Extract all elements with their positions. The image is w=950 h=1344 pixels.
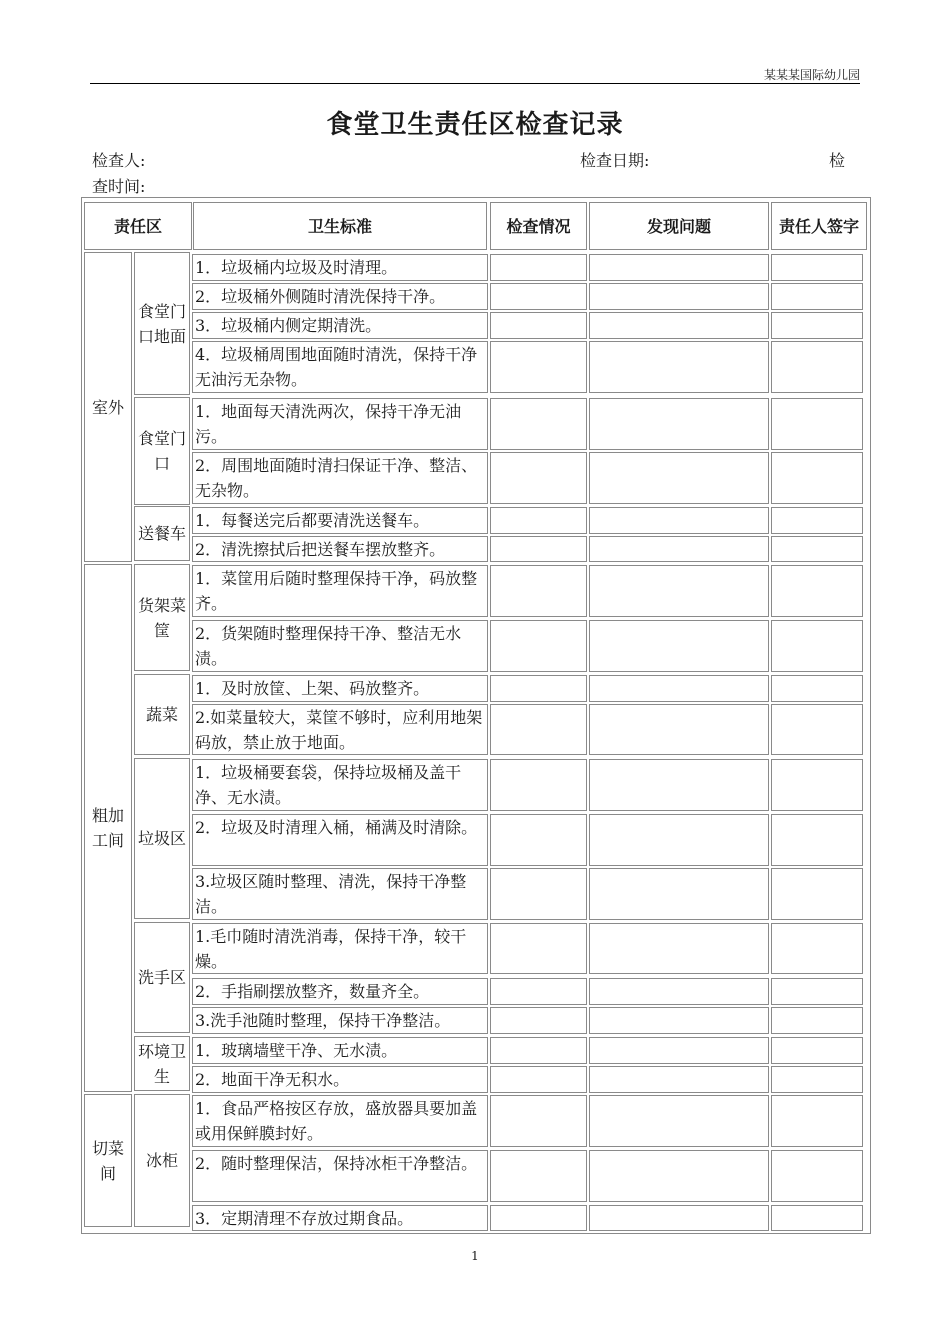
inspection-result-cell[interactable] bbox=[490, 341, 587, 393]
zone-label: 食堂门口地面 bbox=[134, 252, 190, 395]
inspection-result-cell[interactable] bbox=[490, 452, 587, 504]
problems-found-cell[interactable] bbox=[589, 254, 769, 281]
inspection-result-cell[interactable] bbox=[490, 620, 587, 672]
signature-cell[interactable] bbox=[771, 814, 863, 866]
inspection-result-cell[interactable] bbox=[490, 254, 587, 281]
standard-item: 2．周围地面随时清扫保证干净、整洁、无杂物。 bbox=[192, 452, 488, 504]
problems-found-cell[interactable] bbox=[589, 565, 769, 617]
signature-cell[interactable] bbox=[771, 620, 863, 672]
problems-found-cell[interactable] bbox=[589, 507, 769, 534]
standard-item: 1．玻璃墙壁干净、无水渍。 bbox=[192, 1037, 488, 1064]
problems-found-cell[interactable] bbox=[589, 675, 769, 702]
standard-item: 3．垃圾桶内侧定期清洗。 bbox=[192, 312, 488, 339]
problems-found-cell[interactable] bbox=[589, 759, 769, 811]
problems-found-cell[interactable] bbox=[589, 868, 769, 920]
standard-item: 4．垃圾桶周围地面随时清洗，保持干净无油污无杂物。 bbox=[192, 341, 488, 393]
zone-label: 货架菜筐 bbox=[134, 564, 190, 671]
inspection-time-label-part1: 检 bbox=[829, 151, 846, 170]
problems-found-cell[interactable] bbox=[589, 452, 769, 504]
inspection-result-cell[interactable] bbox=[490, 978, 587, 1005]
inspection-result-cell[interactable] bbox=[490, 283, 587, 310]
problems-found-cell[interactable] bbox=[589, 283, 769, 310]
standard-item: 1．菜筐用后随时整理保持干净，码放整齐。 bbox=[192, 565, 488, 617]
signature-cell[interactable] bbox=[771, 254, 863, 281]
problems-found-cell[interactable] bbox=[589, 814, 769, 866]
standard-item: 2．手指刷摆放整齐，数量齐全。 bbox=[192, 978, 488, 1005]
inspector-label: 检查人: bbox=[92, 151, 146, 170]
col-header-standard: 卫生标准 bbox=[193, 202, 487, 250]
inspection-result-cell[interactable] bbox=[490, 398, 587, 450]
inspection-result-cell[interactable] bbox=[490, 759, 587, 811]
standard-item: 2．随时整理保洁，保持冰柜干净整洁。 bbox=[192, 1150, 488, 1202]
signature-cell[interactable] bbox=[771, 1095, 863, 1147]
signature-cell[interactable] bbox=[771, 536, 863, 562]
standard-item: 1．及时放筐、上架、码放整齐。 bbox=[192, 675, 488, 702]
document-title: 食堂卫生责任区检查记录 bbox=[326, 110, 624, 140]
zone-label: 蔬菜 bbox=[134, 674, 190, 755]
inspection-result-cell[interactable] bbox=[490, 868, 587, 920]
problems-found-cell[interactable] bbox=[589, 312, 769, 339]
problems-found-cell[interactable] bbox=[589, 1205, 769, 1231]
standard-item: 3.洗手池随时整理，保持干净整洁。 bbox=[192, 1007, 488, 1034]
standard-item: 1．食品严格按区存放，盛放器具要加盖或用保鲜膜封好。 bbox=[192, 1095, 488, 1147]
inspection-date-label: 检查日期: bbox=[580, 151, 650, 170]
signature-cell[interactable] bbox=[771, 341, 863, 393]
zone-label: 食堂门口 bbox=[134, 397, 190, 505]
inspection-result-cell[interactable] bbox=[490, 704, 587, 755]
col-header-signature: 责任人签字 bbox=[771, 202, 867, 250]
signature-cell[interactable] bbox=[771, 675, 863, 702]
inspection-result-cell[interactable] bbox=[490, 814, 587, 866]
problems-found-cell[interactable] bbox=[589, 620, 769, 672]
problems-found-cell[interactable] bbox=[589, 341, 769, 393]
problems-found-cell[interactable] bbox=[589, 1150, 769, 1202]
signature-cell[interactable] bbox=[771, 1037, 863, 1064]
standard-item: 1．垃圾桶内垃圾及时清理。 bbox=[192, 254, 488, 281]
standard-item: 2．清洗擦拭后把送餐车摆放整齐。 bbox=[192, 536, 488, 562]
problems-found-cell[interactable] bbox=[589, 978, 769, 1005]
inspection-result-cell[interactable] bbox=[490, 536, 587, 562]
signature-cell[interactable] bbox=[771, 1205, 863, 1231]
inspection-result-cell[interactable] bbox=[490, 1007, 587, 1034]
organization-name: 某某某国际幼儿园 bbox=[763, 68, 860, 82]
signature-cell[interactable] bbox=[771, 452, 863, 504]
page-number: 1 bbox=[471, 1249, 479, 1263]
standard-item: 2．货架随时整理保持干净、整洁无水渍。 bbox=[192, 620, 488, 672]
inspection-result-cell[interactable] bbox=[490, 507, 587, 534]
zone-label: 洗手区 bbox=[134, 922, 190, 1033]
standard-item: 1.毛巾随时清洗消毒，保持干净，较干燥。 bbox=[192, 923, 488, 974]
inspection-time-label-part2: 查时间: bbox=[92, 177, 146, 196]
header-rule bbox=[90, 83, 860, 84]
signature-cell[interactable] bbox=[771, 1150, 863, 1202]
problems-found-cell[interactable] bbox=[589, 398, 769, 450]
signature-cell[interactable] bbox=[771, 1007, 863, 1034]
problems-found-cell[interactable] bbox=[589, 536, 769, 562]
problems-found-cell[interactable] bbox=[589, 1095, 769, 1147]
signature-cell[interactable] bbox=[771, 868, 863, 920]
standard-item: 3.垃圾区随时整理、清洗，保持干净整洁。 bbox=[192, 868, 488, 920]
area-label: 室外 bbox=[84, 252, 132, 562]
signature-cell[interactable] bbox=[771, 283, 863, 310]
signature-cell[interactable] bbox=[771, 507, 863, 534]
standard-item: 1．地面每天清洗两次，保持干净无油污。 bbox=[192, 398, 488, 450]
inspection-result-cell[interactable] bbox=[490, 1205, 587, 1231]
col-header-area: 责任区 bbox=[84, 202, 192, 250]
standard-item: 3．定期清理不存放过期食品。 bbox=[192, 1205, 488, 1231]
inspection-result-cell[interactable] bbox=[490, 675, 587, 702]
col-header-inspection: 检查情况 bbox=[490, 202, 587, 250]
signature-cell[interactable] bbox=[771, 565, 863, 617]
zone-label: 冰柜 bbox=[134, 1094, 190, 1227]
signature-cell[interactable] bbox=[771, 978, 863, 1005]
signature-cell[interactable] bbox=[771, 923, 863, 974]
standard-item: 2．地面干净无积水。 bbox=[192, 1066, 488, 1093]
signature-cell[interactable] bbox=[771, 312, 863, 339]
signature-cell[interactable] bbox=[771, 704, 863, 755]
inspection-result-cell[interactable] bbox=[490, 923, 587, 974]
inspection-result-cell[interactable] bbox=[490, 312, 587, 339]
signature-cell[interactable] bbox=[771, 1066, 863, 1093]
problems-found-cell[interactable] bbox=[589, 1066, 769, 1093]
inspection-result-cell[interactable] bbox=[490, 1037, 587, 1064]
standard-item: 2．垃圾及时清理入桶，桶满及时清除。 bbox=[192, 814, 488, 866]
problems-found-cell[interactable] bbox=[589, 923, 769, 974]
zone-label: 环境卫生 bbox=[134, 1036, 190, 1091]
standard-item: 1．每餐送完后都要清洗送餐车。 bbox=[192, 507, 488, 534]
inspection-result-cell[interactable] bbox=[490, 1066, 587, 1093]
problems-found-cell[interactable] bbox=[589, 704, 769, 755]
problems-found-cell[interactable] bbox=[589, 1007, 769, 1034]
zone-label: 送餐车 bbox=[134, 506, 190, 561]
inspection-result-cell[interactable] bbox=[490, 1095, 587, 1147]
area-label: 切菜间 bbox=[84, 1094, 132, 1227]
area-label: 粗加工间 bbox=[84, 564, 132, 1092]
signature-cell[interactable] bbox=[771, 398, 863, 450]
inspection-result-cell[interactable] bbox=[490, 565, 587, 617]
standard-item: 2.如菜量较大，菜筐不够时，应利用地架码放，禁止放于地面。 bbox=[192, 704, 488, 755]
inspection-table bbox=[81, 197, 871, 1234]
col-header-problems: 发现问题 bbox=[589, 202, 769, 250]
signature-cell[interactable] bbox=[771, 759, 863, 811]
problems-found-cell[interactable] bbox=[589, 1037, 769, 1064]
standard-item: 2．垃圾桶外侧随时清洗保持干净。 bbox=[192, 283, 488, 310]
inspection-result-cell[interactable] bbox=[490, 1150, 587, 1202]
zone-label: 垃圾区 bbox=[134, 758, 190, 919]
standard-item: 1．垃圾桶要套袋，保持垃圾桶及盖干净、无水渍。 bbox=[192, 759, 488, 811]
